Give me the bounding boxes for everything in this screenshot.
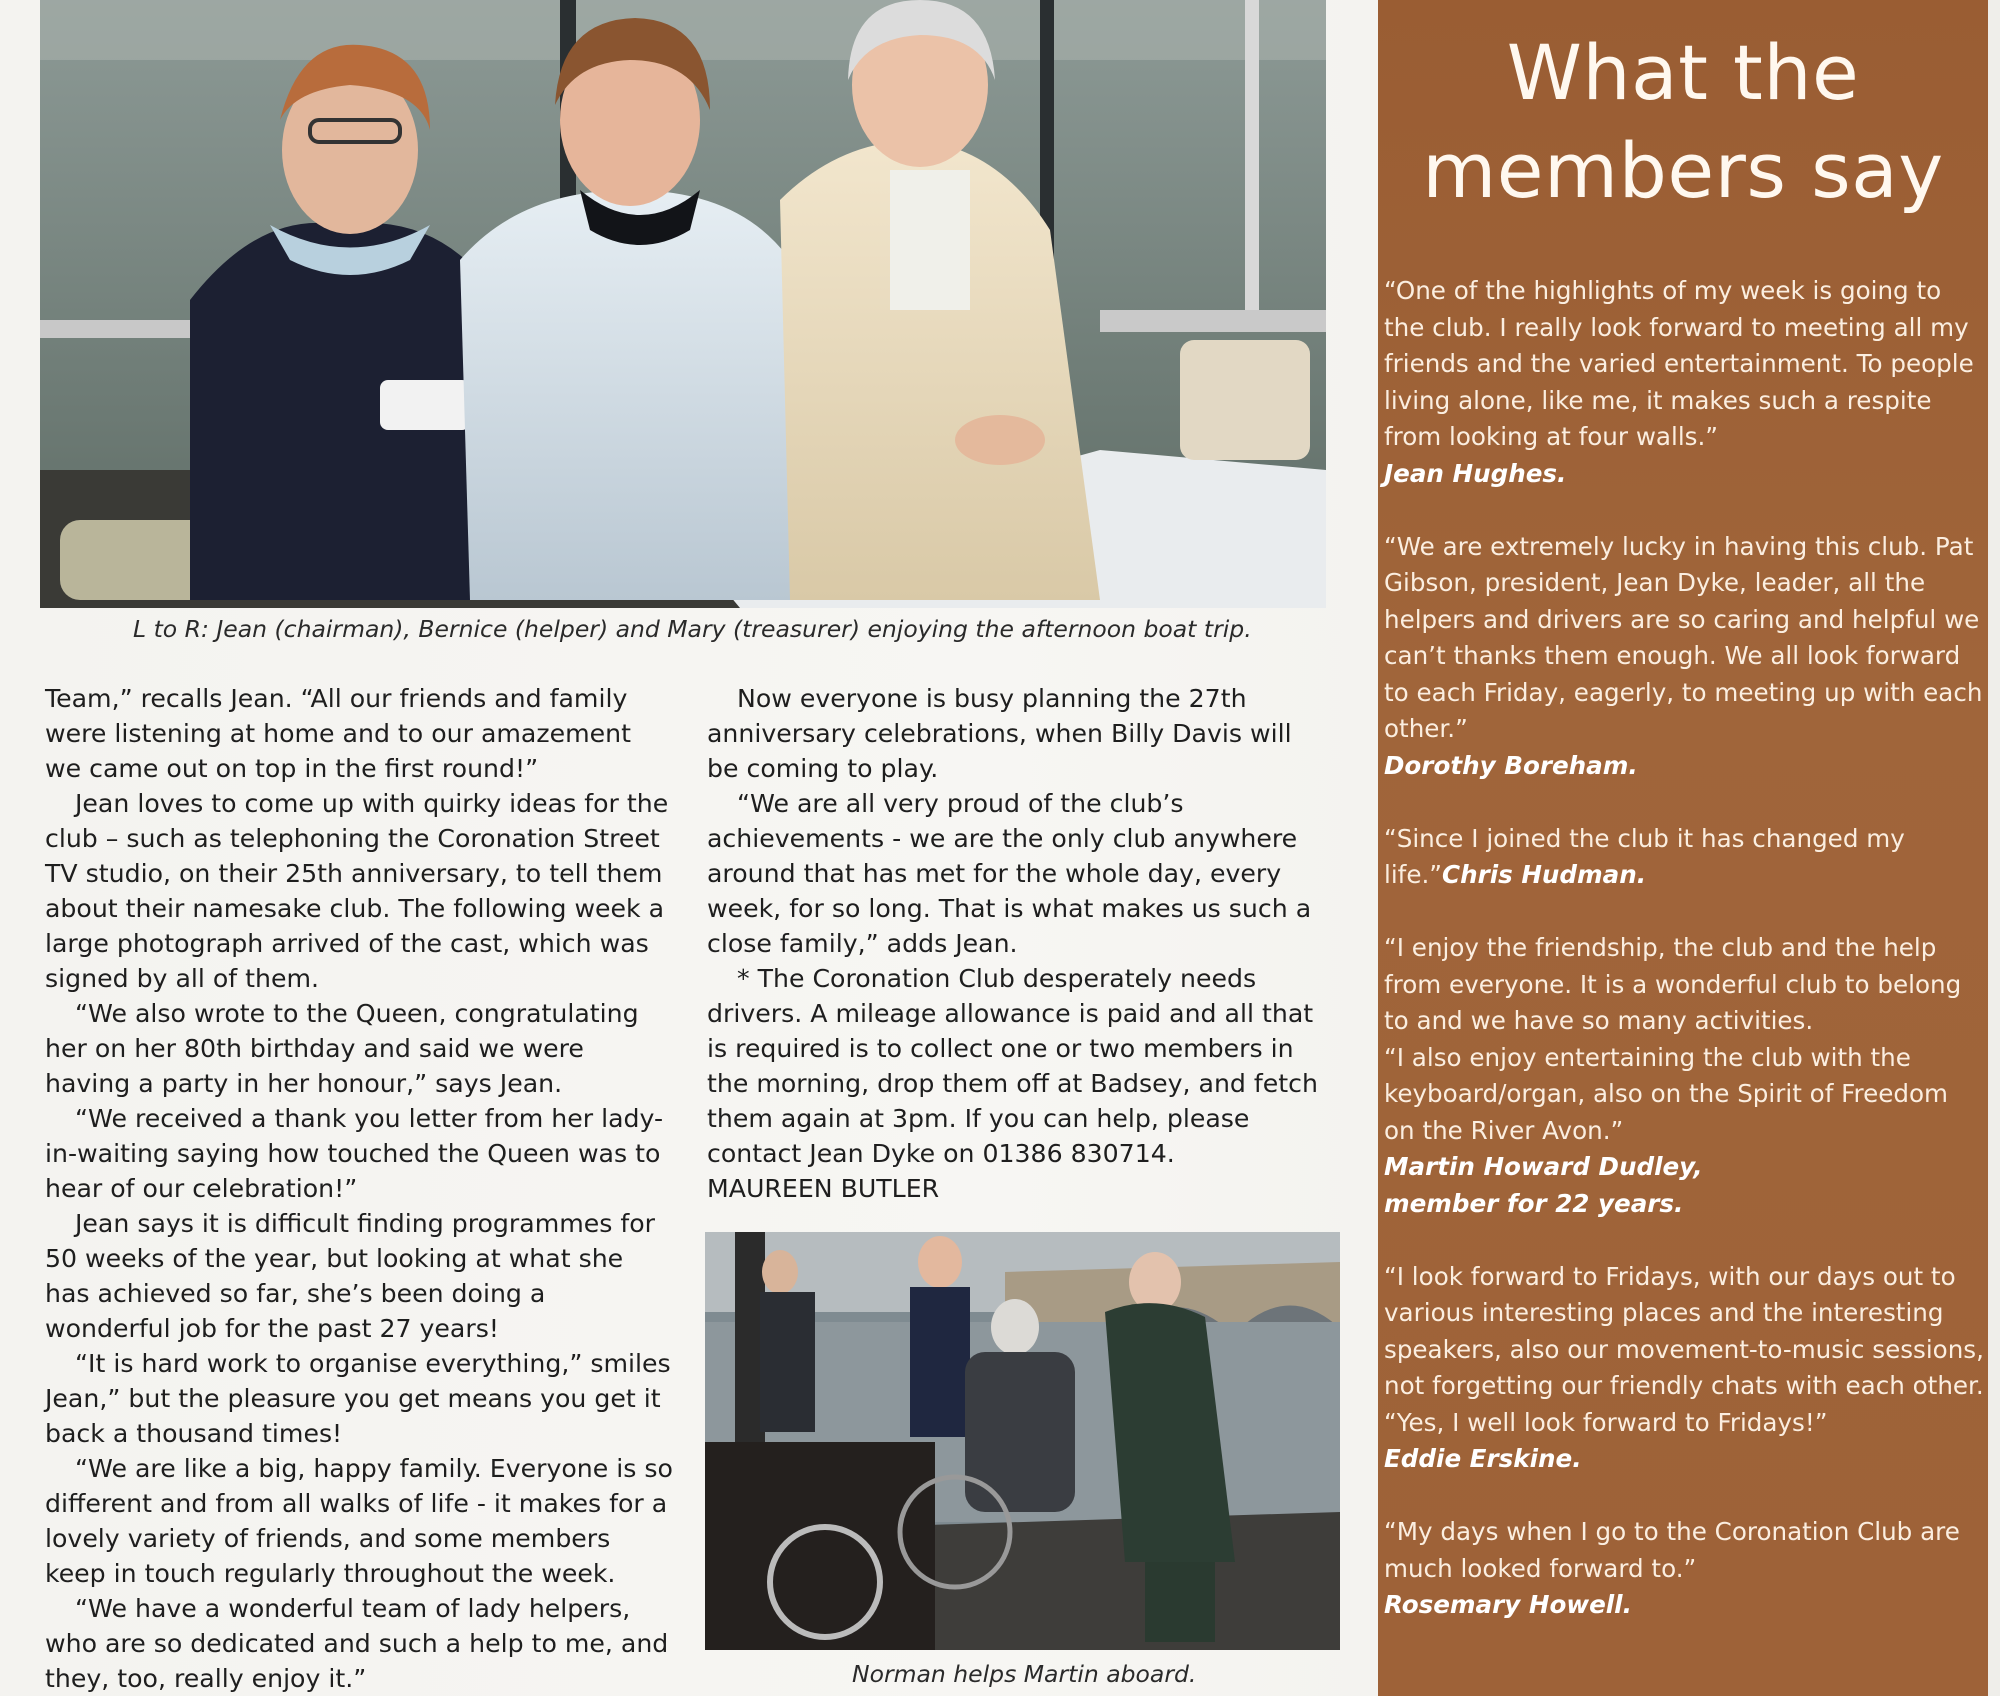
panel-title-line-2: members say bbox=[1422, 126, 1944, 215]
paragraph: “We received a thank you letter from her lady-in-waiting saying how touched the Queen was to hear of our celebration!” bbox=[45, 1104, 664, 1203]
paragraph: Jean loves to come up with quirky ideas for the club – such as telephoning the Coronation Street TV studio, on their 25th anniversary, to tell them about their namesake club. The following week a large photograph arrived of the cast, which was signed by all of them. bbox=[45, 789, 669, 993]
quote-text: “I enjoy the friendship, the club and the help from everyone. It is a wonderful club to belong to and we have so many activities. bbox=[1384, 933, 1962, 1035]
quote-text: “I look forward to Fridays, with our days out to various interesting places and the interesting speakers, also our movement-to-music sessions, not forgetting our friendly chats with each other. bbox=[1384, 1261, 1984, 1400]
members-say-panel bbox=[1378, 0, 1988, 1696]
byline: MAUREEN BUTLER bbox=[707, 1174, 940, 1203]
quote-text: “My days when I go to the Coronation Club are much looked forward to.” bbox=[1384, 1517, 1960, 1583]
quote-author: Martin Howard Dudley, bbox=[1384, 1152, 1703, 1181]
paragraph: “We are all very proud of the club’s achievements - we are the only club anywhere around that has met for the whole day, every week, for so long. That is what makes us such a close family,” adds Jean. bbox=[707, 789, 1312, 958]
paragraph: “We also wrote to the Queen, congratulating her on her 80th birthday and said we were having a party in her honour,” says Jean. bbox=[45, 999, 639, 1098]
top-photo-caption: L to R: Jean (chairman), Bernice (helper) and Mary (treasurer) enjoying the afternoon boat trip. bbox=[133, 615, 1252, 643]
quotes-list bbox=[1384, 273, 1984, 1660]
boarding-photo bbox=[705, 1232, 1340, 1650]
member-quote bbox=[1384, 1259, 1984, 1478]
quote-author: Eddie Erskine. bbox=[1384, 1444, 1582, 1473]
quote-author: Jean Hughes. bbox=[1384, 458, 1567, 488]
member-quote bbox=[1384, 821, 1984, 894]
paragraph: “We have a wonderful team of lady helpers, who are so dedicated and such a help to me, and they, too, really enjoy it.” bbox=[45, 1594, 669, 1693]
quote-author: Chris Hudman. bbox=[1442, 860, 1647, 889]
paragraph: “It is hard work to organise everything,” smiles Jean,” but the pleasure you get means you get it back a thousand times! bbox=[45, 1349, 671, 1448]
paragraph: Team,” recalls Jean. “All our friends and family were listening at home and to our amazement we came out on top in the first round!” bbox=[45, 684, 631, 783]
paragraph: Now everyone is busy planning the 27th anniversary celebrations, when Billy Davis will be coming to play. bbox=[707, 684, 1292, 783]
member-quote bbox=[1384, 1514, 1984, 1624]
member-quote bbox=[1384, 273, 1984, 492]
quote-text: “Since I joined the club it has changed my life.” bbox=[1384, 823, 1905, 889]
member-quote bbox=[1384, 529, 1984, 785]
paragraph: Jean says it is difficult finding programmes for 50 weeks of the year, but looking at what she has achieved so far, she’s been doing a wonderful job for the past 27 years! bbox=[45, 1209, 656, 1343]
quote-text: “One of the highlights of my week is going to the club. I really look forward to meeting all my friends and the varied entertainment. To people living alone, like me, it makes such a respite from looking at four walls.” bbox=[1384, 276, 1974, 451]
bottom-photo-caption: Norman helps Martin aboard. bbox=[852, 1660, 1197, 1688]
boat-trip-photo bbox=[40, 0, 1326, 608]
member-quote bbox=[1384, 930, 1984, 1222]
panel-title bbox=[1378, 24, 1988, 220]
panel-title-line-1: What the bbox=[1506, 28, 1860, 117]
quote-text: “We are extremely lucky in having this club. Pat Gibson, president, Jean Dyke, leader, all the helpers and drivers are so caring and helpful we can’t thanks them enough. We all look forward to each Friday, eagerly, to meeting up with each other.” bbox=[1384, 531, 1983, 743]
paragraph: * The Coronation Club desperately needs drivers. A mileage allowance is paid and all that is required is to collect one or two members in the morning, drop them off at Badsey, and fetch them again at 3pm. If you can help, please contact Jean Dyke on 01386 830714. bbox=[707, 964, 1318, 1168]
paragraph: “We are like a big, happy family. Everyone is so different and from all walks of life - it makes for a lovely variety of friends, and some members keep in touch regularly throughout the week. bbox=[45, 1454, 673, 1588]
quote-author-detail: member for 22 years. bbox=[1384, 1188, 1684, 1218]
quote-author: Rosemary Howell. bbox=[1384, 1590, 1632, 1619]
article-column-2 bbox=[707, 681, 1327, 1206]
article-column-1 bbox=[45, 681, 675, 1696]
quote-text: “Yes, I well look forward to Fridays!” bbox=[1384, 1407, 1828, 1437]
quote-text: “I also enjoy entertaining the club with the keyboard/organ, also on the Spirit of Freedom on the River Avon.” bbox=[1384, 1042, 1948, 1145]
quote-author: Dorothy Boreham. bbox=[1384, 750, 1638, 780]
